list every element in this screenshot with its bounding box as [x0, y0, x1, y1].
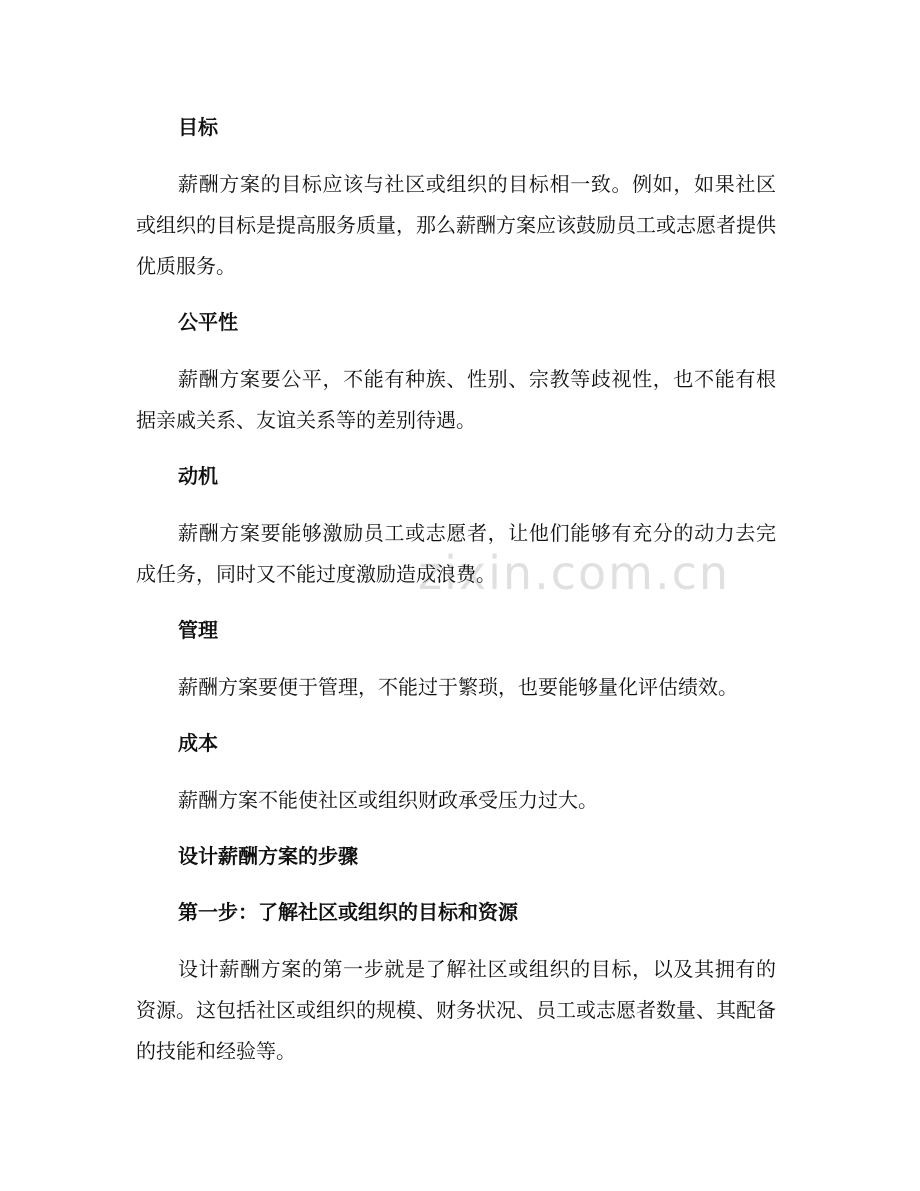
paragraph-fairness: 薪酬方案要公平，不能有种族、性别、宗教等歧视性，也不能有根据亲戚关系、友谊关系等的差别待遇。	[136, 367, 776, 432]
section-heading-goal: 目标	[178, 115, 218, 139]
paragraph-goal: 薪酬方案的目标应该与社区或组织的目标相一致。例如，如果社区或组织的目标是提高服务质量，那么薪酬方案应该鼓励员工或志愿者提供优质服务。	[136, 172, 776, 278]
section-heading-cost: 成本	[178, 731, 218, 755]
paragraph-cost: 薪酬方案不能使社区或组织财政承受压力过大。	[178, 788, 598, 812]
paragraph-step-one: 设计薪酬方案的第一步就是了解社区或组织的目标，以及其拥有的资源。这包括社区或组织的规模、财务状况、员工或志愿者数量、其配备的技能和经验等。	[136, 957, 776, 1063]
section-heading-motivation: 动机	[178, 464, 218, 488]
section-heading-fairness: 公平性	[178, 310, 238, 334]
watermark-text: zixin.com.cn	[418, 546, 731, 600]
paragraph-management: 薪酬方案要便于管理，不能过于繁琐，也要能够量化评估绩效。	[178, 675, 738, 699]
section-heading-management: 管理	[178, 618, 218, 642]
paragraph-motivation: 薪酬方案要能够激励员工或志愿者，让他们能够有充分的动力去完成任务，同时又不能过度激励造成浪费。	[136, 521, 776, 586]
document-body	[136, 108, 776, 1072]
section-heading-design-steps: 设计薪酬方案的步骤	[178, 844, 358, 868]
section-heading-step-one: 第一步：了解社区或组织的目标和资源	[178, 900, 518, 924]
